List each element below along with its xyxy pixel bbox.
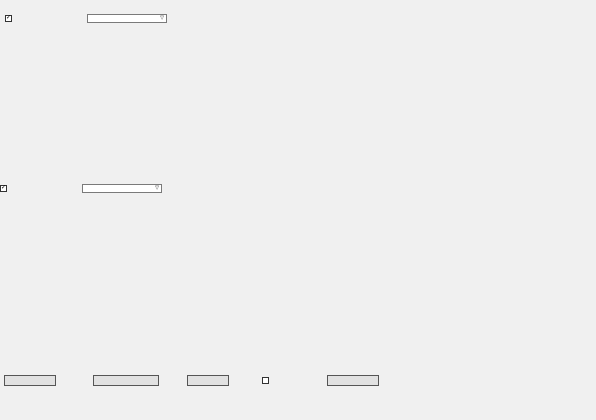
connect-to-plc-button[interactable] bbox=[327, 375, 379, 386]
top-process-checkbox[interactable] bbox=[5, 15, 12, 22]
chevron-down-icon: ▽ bbox=[160, 15, 164, 21]
select-parameters-checkbox[interactable] bbox=[262, 377, 269, 384]
top-process-select[interactable] bbox=[87, 14, 167, 23]
bottom-process-checkbox[interactable] bbox=[0, 185, 7, 192]
chevron-down-icon: ▽ bbox=[155, 185, 159, 191]
check-mark-icon: ✓ bbox=[1, 185, 7, 191]
delete-button[interactable] bbox=[187, 375, 229, 386]
parameter-name-button[interactable] bbox=[4, 375, 56, 386]
bottom-process-select[interactable] bbox=[82, 184, 162, 193]
check-mark-icon: ✓ bbox=[6, 15, 12, 21]
data-transmission-button[interactable] bbox=[93, 375, 159, 386]
